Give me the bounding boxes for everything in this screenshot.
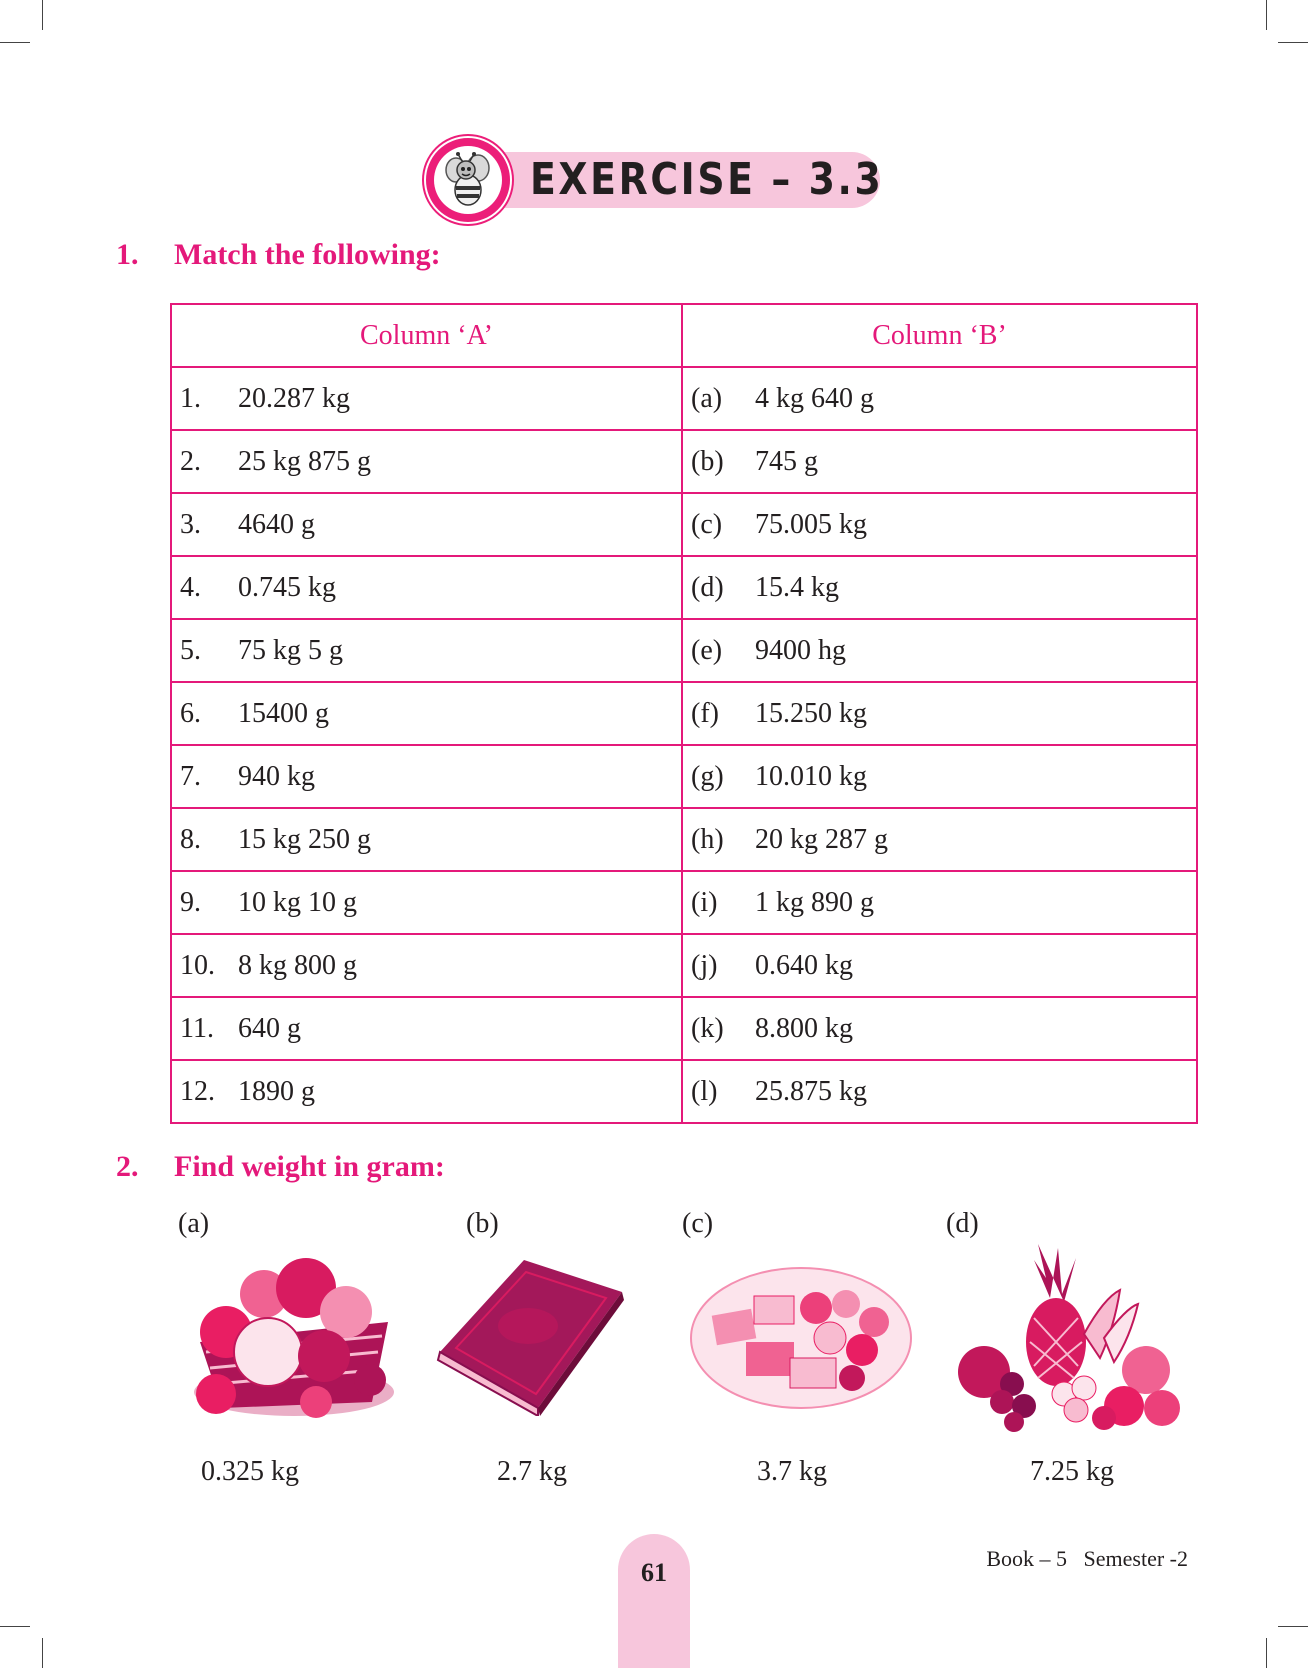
column-a-number: 3.	[180, 508, 201, 540]
column-a-cell	[171, 934, 682, 997]
column-b-value: 4 kg 640 g	[755, 382, 874, 414]
column-b-cell	[682, 871, 1197, 934]
column-b-cell	[682, 430, 1197, 493]
column-a-cell	[171, 619, 682, 682]
column-a-value: 15400 g	[238, 697, 329, 729]
column-b-label: (a)	[691, 382, 723, 414]
column-b-cell	[682, 493, 1197, 556]
page-number-tab	[618, 1534, 690, 1668]
column-a-number: 5.	[180, 634, 201, 666]
column-a-number: 8.	[180, 823, 201, 855]
crop-mark	[42, 1638, 43, 1668]
item-b-weight: 2.7 kg	[497, 1456, 567, 1487]
column-a-value: 1890 g	[238, 1075, 315, 1107]
footer-semester: Semester -2	[1083, 1546, 1188, 1571]
column-a-cell	[171, 1060, 682, 1123]
table-row	[171, 493, 1197, 556]
column-a-value: 25 kg 875 g	[238, 445, 371, 477]
column-a-number: 12.	[180, 1075, 215, 1107]
column-a-value: 20.287 kg	[238, 382, 350, 414]
crop-mark	[1266, 1638, 1267, 1668]
column-b-label: (c)	[691, 508, 723, 540]
match-table	[170, 303, 1198, 1124]
column-b-label: (d)	[691, 571, 724, 603]
column-b-label: (j)	[691, 949, 718, 981]
table-row	[171, 682, 1197, 745]
question-2-heading	[0, 1150, 1308, 1190]
column-b-value: 25.875 kg	[755, 1075, 867, 1107]
table-row	[171, 871, 1197, 934]
column-b-value: 15.250 kg	[755, 697, 867, 729]
column-a-cell	[171, 745, 682, 808]
column-b-label: (f)	[691, 697, 719, 729]
item-b-label: (b)	[466, 1208, 499, 1239]
item-d-weight: 7.25 kg	[1030, 1456, 1114, 1487]
column-b-cell	[682, 745, 1197, 808]
column-a-cell	[171, 430, 682, 493]
column-a-value: 15 kg 250 g	[238, 823, 371, 855]
column-a-value: 940 kg	[238, 760, 315, 792]
column-a-cell	[171, 556, 682, 619]
item-c-weight: 3.7 kg	[757, 1456, 827, 1487]
column-b-value: 15.4 kg	[755, 571, 839, 603]
column-b-value: 745 g	[755, 445, 818, 477]
column-b-cell	[682, 997, 1197, 1060]
column-a-cell	[171, 808, 682, 871]
column-a-number: 2.	[180, 445, 201, 477]
sweets-plate-icon	[690, 1262, 912, 1410]
item-d-label: (d)	[946, 1208, 979, 1239]
table-row	[171, 556, 1197, 619]
exercise-title: EXERCISE – 3.3	[530, 154, 884, 205]
book-icon	[436, 1256, 626, 1416]
column-b-label: (h)	[691, 823, 724, 855]
column-a-number: 10.	[180, 949, 215, 981]
column-b-cell	[682, 556, 1197, 619]
column-b-cell	[682, 1060, 1197, 1123]
column-a-cell	[171, 493, 682, 556]
column-b-value: 20 kg 287 g	[755, 823, 888, 855]
column-a-header: Column ‘A’	[171, 304, 682, 367]
question-text: Match the following:	[174, 238, 441, 271]
column-b-cell	[682, 619, 1197, 682]
column-a-cell	[171, 682, 682, 745]
column-b-header: Column ‘B’	[682, 304, 1197, 367]
column-a-value: 0.745 kg	[238, 571, 336, 603]
column-b-value: 0.640 kg	[755, 949, 853, 981]
crop-mark	[0, 42, 30, 43]
exercise-header	[424, 136, 884, 224]
column-b-cell	[682, 367, 1197, 430]
table-row	[171, 1060, 1197, 1123]
column-a-number: 6.	[180, 697, 201, 729]
table-row	[171, 934, 1197, 997]
crop-mark	[42, 0, 43, 30]
column-a-value: 10 kg 10 g	[238, 886, 357, 918]
column-a-value: 640 g	[238, 1012, 301, 1044]
column-b-label: (g)	[691, 760, 724, 792]
question-text: Find weight in gram:	[174, 1150, 445, 1183]
question-number: 1.	[116, 238, 139, 271]
table-row	[171, 745, 1197, 808]
header-badge	[424, 136, 512, 224]
column-b-label: (k)	[691, 1012, 724, 1044]
footer-book: Book – 5	[986, 1546, 1068, 1571]
item-c-label: (c)	[682, 1208, 714, 1239]
column-a-number: 1.	[180, 382, 201, 414]
column-b-cell	[682, 934, 1197, 997]
column-a-number: 9.	[180, 886, 201, 918]
column-b-cell	[682, 682, 1197, 745]
table-row	[171, 997, 1197, 1060]
column-b-value: 9400 hg	[755, 634, 846, 666]
column-a-cell	[171, 367, 682, 430]
column-a-value: 8 kg 800 g	[238, 949, 357, 981]
column-b-value: 75.005 kg	[755, 508, 867, 540]
question-1-heading	[0, 238, 1308, 278]
table-row	[171, 367, 1197, 430]
column-b-label: (i)	[691, 886, 718, 918]
column-a-number: 11.	[180, 1012, 214, 1044]
column-a-cell	[171, 997, 682, 1060]
page-number: 61	[641, 1558, 667, 1587]
column-b-cell	[682, 808, 1197, 871]
item-a-label: (a)	[178, 1208, 210, 1239]
question-number: 2.	[116, 1150, 139, 1183]
column-b-label: (b)	[691, 445, 724, 477]
crop-mark	[1278, 1626, 1308, 1627]
column-b-value: 1 kg 890 g	[755, 886, 874, 918]
column-b-value: 8.800 kg	[755, 1012, 853, 1044]
item-a-weight: 0.325 kg	[201, 1456, 299, 1487]
vegetable-basket-icon	[186, 1252, 402, 1422]
column-a-cell	[171, 871, 682, 934]
bee-mascot-icon	[434, 146, 502, 214]
column-b-value: 10.010 kg	[755, 760, 867, 792]
fruits-icon	[954, 1238, 1186, 1434]
crop-mark	[0, 1626, 30, 1627]
column-a-number: 7.	[180, 760, 201, 792]
column-b-label: (l)	[691, 1075, 718, 1107]
table-row	[171, 808, 1197, 871]
column-a-value: 4640 g	[238, 508, 315, 540]
crop-mark	[1266, 0, 1267, 30]
column-a-number: 4.	[180, 571, 201, 603]
table-header-row	[171, 304, 1197, 367]
column-b-label: (e)	[691, 634, 723, 666]
table-row	[171, 619, 1197, 682]
footer-book-info	[986, 1546, 1188, 1572]
column-a-value: 75 kg 5 g	[238, 634, 343, 666]
crop-mark	[1278, 42, 1308, 43]
table-row	[171, 430, 1197, 493]
